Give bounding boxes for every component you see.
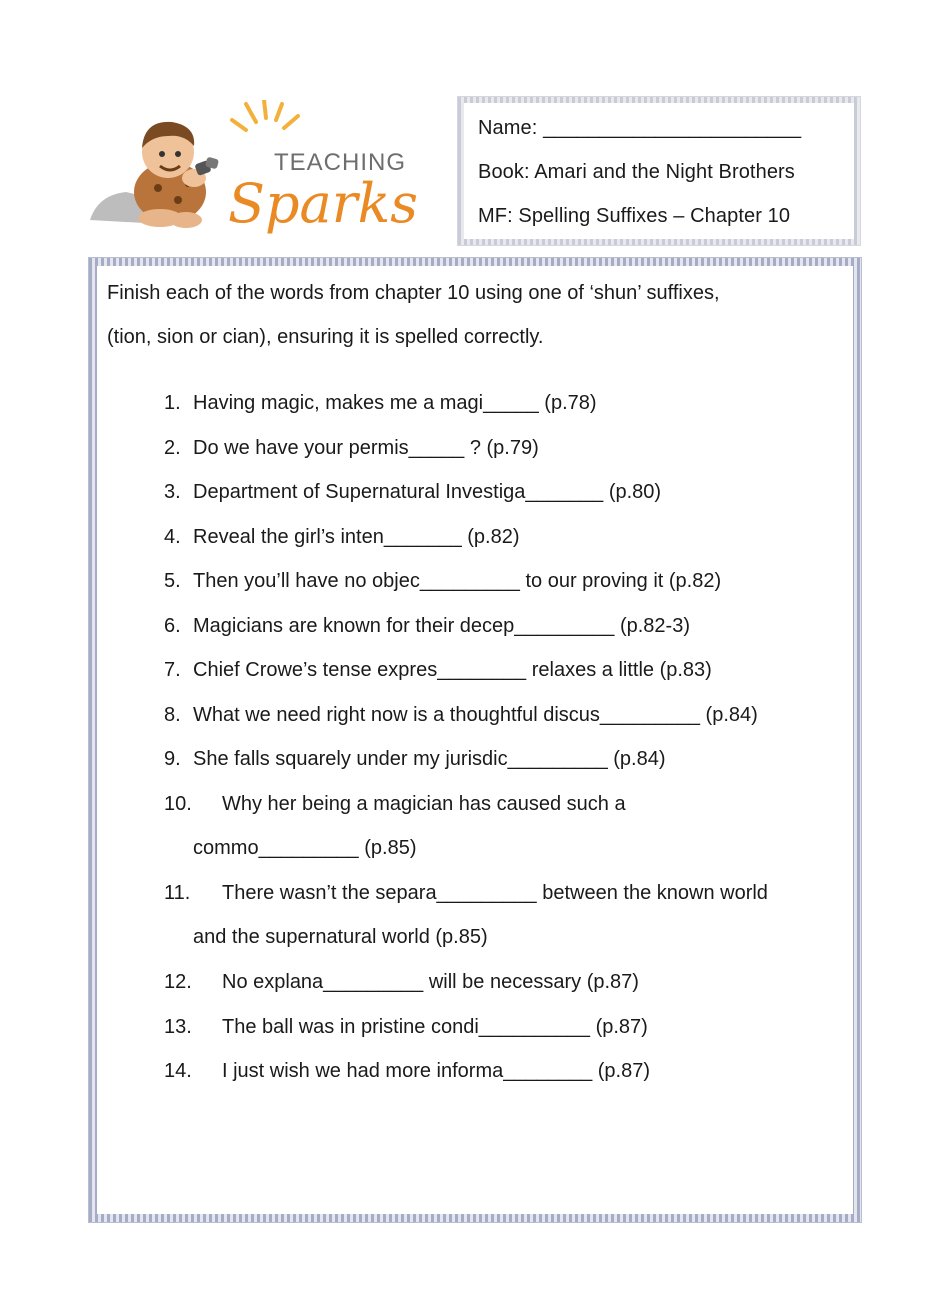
question-text[interactable]: Chief Crowe’s tense expres________ relaxes a little (p.83) (193, 659, 712, 681)
teaching-sparks-logo (88, 100, 448, 240)
worksheet-box (89, 258, 861, 1222)
logo-line2: Sparks (228, 172, 419, 235)
question-number: 2. (164, 437, 181, 459)
instruction-line-1: Finish each of the words from chapter 10 using one of ‘shun’ suffixes, (107, 282, 720, 304)
question-text[interactable]: Then you’ll have no objec_________ to our proving it (p.82) (193, 570, 722, 592)
question-text[interactable]: No explana_________ will be necessary (p.87) (222, 971, 639, 993)
question-number: 5. (164, 570, 181, 592)
caveman-mascot-icon (88, 100, 448, 240)
question-text[interactable]: There wasn’t the separa_________ between the known world (222, 882, 768, 904)
question-number: 1. (164, 392, 181, 414)
question-number: 14. (164, 1060, 192, 1082)
question-list (97, 266, 853, 1214)
question-text[interactable]: Having magic, makes me a magi_____ (p.78) (193, 392, 597, 414)
question-text[interactable]: I just wish we had more informa________ (p.87) (222, 1060, 651, 1082)
student-info-box (458, 97, 860, 245)
question-text[interactable]: The ball was in pristine condi__________ (p.87) (222, 1016, 648, 1038)
question-number: 12. (164, 971, 192, 993)
question-text[interactable]: What we need right now is a thoughtful discus_________ (p.84) (193, 704, 758, 726)
name-field[interactable]: Name: _______________________ (478, 117, 802, 139)
logo-line1: TEACHING (274, 149, 407, 176)
worksheet-subtitle: MF: Spelling Suffixes – Chapter 10 (478, 205, 791, 227)
question-number: 8. (164, 704, 181, 726)
book-title: Book: Amari and the Night Brothers (478, 161, 795, 183)
question-text-continued[interactable]: commo_________ (p.85) (193, 837, 417, 859)
question-number: 3. (164, 481, 181, 503)
question-text[interactable]: Reveal the girl’s inten_______ (p.82) (193, 526, 520, 548)
question-text-continued[interactable]: and the supernatural world (p.85) (193, 926, 488, 948)
question-text[interactable]: Department of Supernatural Investiga_______ (p.80) (193, 481, 662, 503)
question-number: 10. (164, 793, 192, 815)
question-text[interactable]: She falls squarely under my jurisdic_________ (p.84) (193, 748, 666, 770)
question-number: 6. (164, 615, 181, 637)
question-number: 4. (164, 526, 181, 548)
instruction-line-2: (tion, sion or cian), ensuring it is spelled correctly. (107, 326, 544, 348)
question-text[interactable]: Do we have your permis_____ ? (p.79) (193, 437, 539, 459)
question-number: 13. (164, 1016, 192, 1038)
question-number: 9. (164, 748, 181, 770)
question-text[interactable]: Magicians are known for their decep_________ (p.82-3) (193, 615, 690, 637)
question-number: 11. (164, 882, 191, 904)
question-text[interactable]: Why her being a magician has caused such a (222, 793, 626, 815)
question-number: 7. (164, 659, 181, 681)
